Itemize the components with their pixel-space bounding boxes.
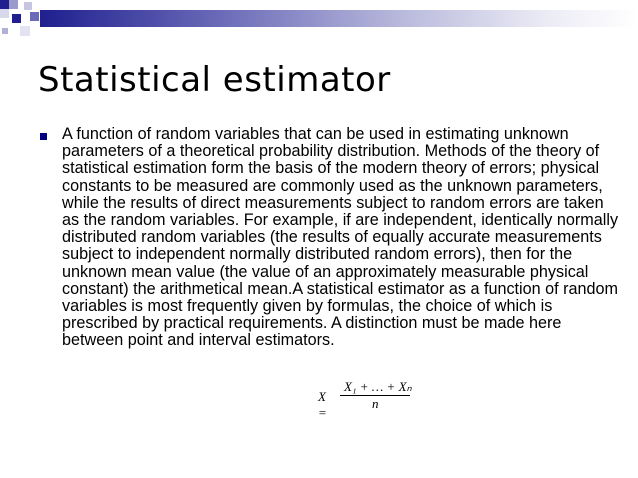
- decorative-header: [0, 0, 638, 40]
- bullet-icon: [40, 133, 47, 140]
- formula-denominator: n: [372, 396, 379, 411]
- deco-square: [2, 28, 8, 34]
- deco-square: [9, 0, 18, 9]
- formula-lhs: X =: [318, 389, 327, 420]
- deco-square: [0, 9, 9, 18]
- bullet-text: A function of random variables that can be used in estimating unknown parameters of a theoretical probability distribution. Methods of the theory of statistical estimation form the basis of the modern theory of errors; physical constants to be measured are commonly used as the unknown parameters, while the results of direct measurements subject to random errors are taken as the random variables. For example, if are independent, identically normally distributed random variables (the results of equally accurate measurements subject to independent normally distributed random errors), then for the unknown mean value (the value of an approximately measurable physical constant) the arithmetical mean.A statistical estimator as a function of random variables is most frequently given by formulas, the choice of which is prescribed by practical requirements. A distinction must be made here between point and interval estimators.: [62, 125, 619, 350]
- deco-square: [0, 0, 9, 9]
- deco-square: [20, 26, 30, 36]
- deco-square: [12, 14, 21, 23]
- slide-title: Statistical estimator: [38, 60, 391, 100]
- header-gradient-bar: [40, 10, 638, 27]
- formula-numerator: X₁ + … + Xₙ: [344, 379, 412, 394]
- deco-square: [24, 2, 32, 10]
- deco-square: [30, 12, 39, 21]
